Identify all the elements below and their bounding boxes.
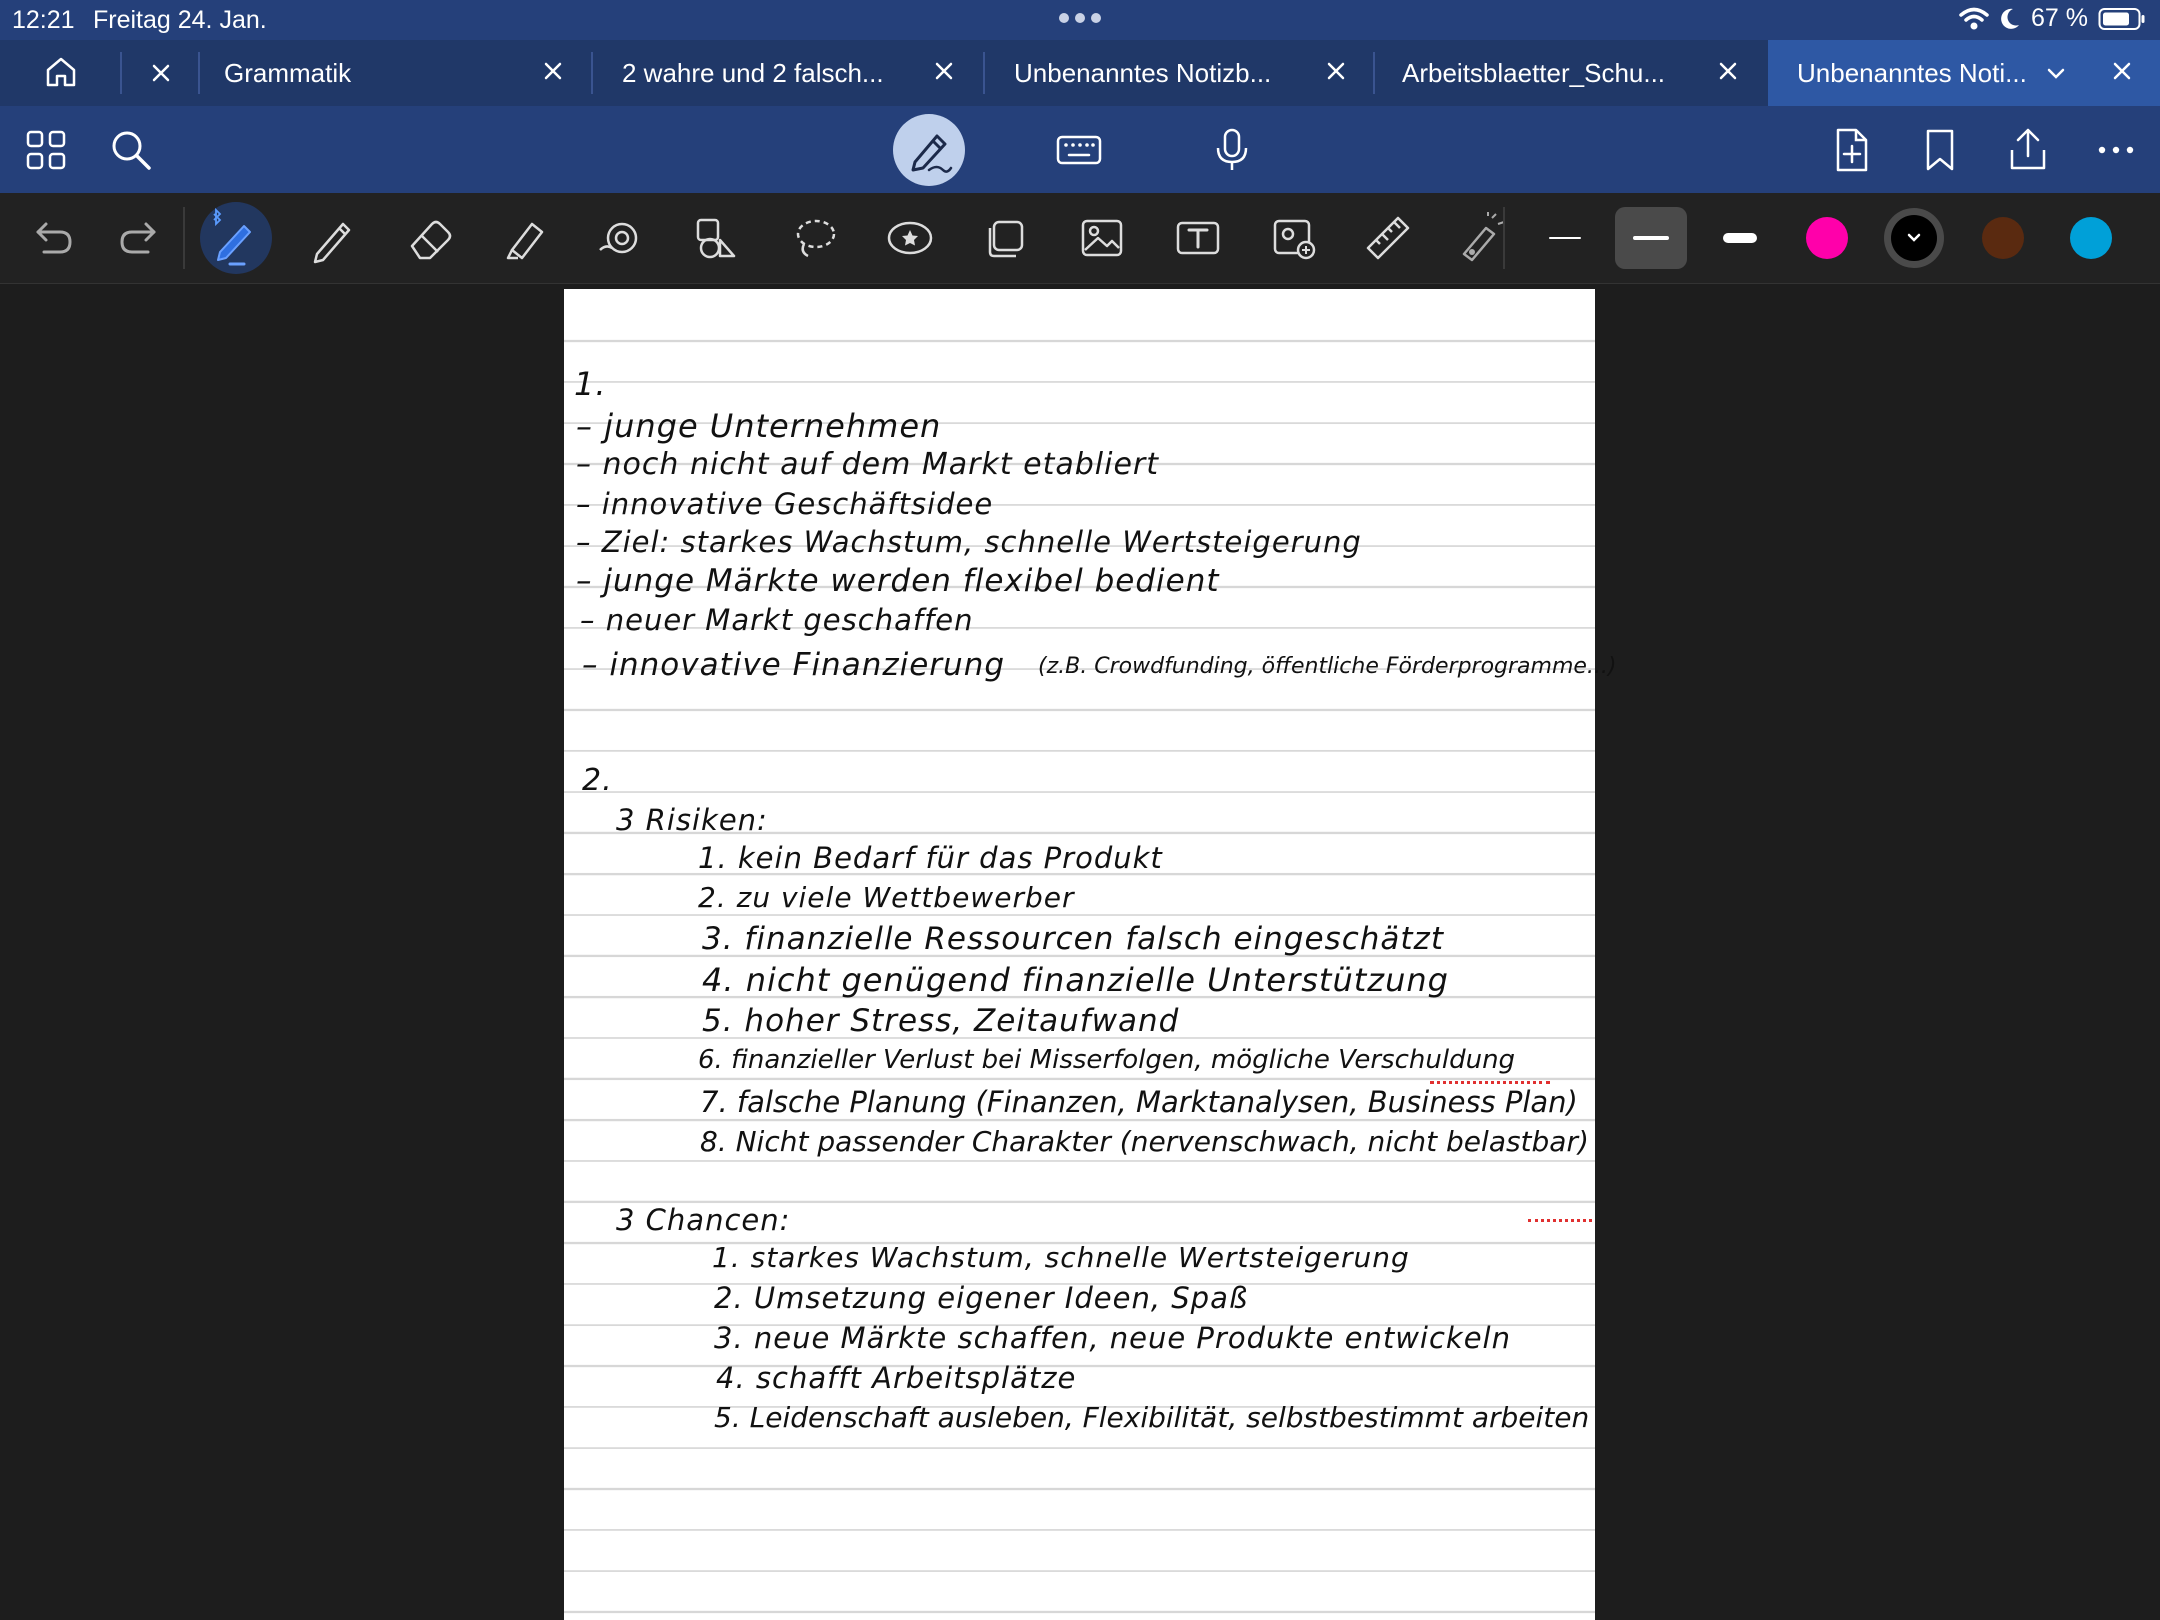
shapes-icon[interactable] [688, 210, 744, 266]
s1-line: – noch nicht auf dem Markt etabliert [576, 447, 1160, 482]
color-swatch-brown[interactable] [1982, 217, 2024, 259]
close-icon[interactable] [538, 56, 568, 86]
home-icon[interactable] [43, 54, 79, 90]
stroke-width-medium-selected[interactable] [1615, 207, 1687, 269]
s1-note: (z.B. Crowdfunding, öffentliche Förderprogramme...) [1038, 654, 1617, 679]
s1-line: – junge Märkte werden flexibel bedient [576, 563, 1220, 599]
risks-title: 3 Risiken: [616, 803, 768, 837]
keyboard-icon[interactable] [1055, 126, 1103, 174]
tab-label: Arbeitsblaetter_Schu... [1402, 58, 1666, 88]
more-icon[interactable] [2092, 126, 2140, 174]
stroke-width-thick[interactable] [1715, 217, 1765, 259]
tab-unbenanntes-1[interactable] [985, 40, 1375, 106]
shapes-lasso-icon[interactable] [592, 210, 648, 266]
sticker-icon[interactable] [882, 210, 938, 266]
s1-line: – junge Unternehmen [576, 407, 942, 445]
risk-item: 4. nicht genügend finanzielle Unterstützung [702, 961, 1449, 999]
close-icon[interactable] [1713, 56, 1743, 86]
section-number: 1. [574, 365, 607, 403]
camera-image-icon[interactable] [1266, 210, 1322, 266]
chance-item: 5. Leidenschaft ausleben, Flexibilität, selbstbestimmt arbeiten [714, 1401, 1590, 1434]
battery-percent: 67 % [2031, 4, 2088, 32]
divider [183, 207, 185, 269]
tab-grammatik[interactable] [200, 40, 590, 106]
chances-title: 3 Chancen: [616, 1203, 791, 1237]
tab-label: Grammatik [224, 58, 352, 88]
spellcheck-underline [1430, 1081, 1550, 1084]
eraser-icon[interactable] [402, 210, 458, 266]
risk-item: 2. zu viele Wettbewerber [698, 881, 1075, 914]
stroke-width-thin[interactable] [1540, 217, 1590, 259]
bookmark-icon[interactable] [1916, 126, 1964, 174]
image-icon[interactable] [1074, 210, 1130, 266]
highlighter-icon[interactable] [496, 210, 552, 266]
risk-item: 6. finanzieller Verlust bei Misserfolgen, mögliche Verschuldung [698, 1045, 1516, 1075]
text-box-icon[interactable] [1170, 210, 1226, 266]
color-swatch-black-selected[interactable] [1884, 208, 1944, 268]
close-icon[interactable] [929, 56, 959, 86]
redo-icon[interactable] [112, 210, 168, 266]
s1-line: – innovative Finanzierung [582, 647, 1006, 683]
chance-item: 4. schafft Arbeitsplätze [716, 1361, 1077, 1395]
pen-write-icon [893, 114, 965, 186]
chance-item: 3. neue Märkte schaffen, neue Produkte entwickeln [714, 1321, 1511, 1355]
risk-item: 1. kein Bedarf für das Produkt [698, 841, 1163, 875]
multitasking-dots-icon[interactable] [1057, 11, 1103, 25]
status-date: Freitag 24. Jan. [93, 6, 267, 34]
laser-pointer-icon[interactable] [1450, 210, 1506, 266]
battery-icon [2098, 7, 2146, 31]
top-toolbar [0, 106, 2160, 193]
tab-label: Unbenanntes Noti... [1797, 58, 2027, 88]
section-number: 2. [582, 763, 613, 798]
tab-unbenanntes-active[interactable] [1768, 40, 2160, 106]
s1-line: – Ziel: starkes Wachstum, schnelle Wertsteigerung [576, 525, 1362, 559]
risk-item: 3. finanzielle Ressourcen falsch eingeschätzt [702, 921, 1444, 957]
elements-icon[interactable] [978, 210, 1034, 266]
pen-tool-selected[interactable] [200, 202, 272, 274]
share-icon[interactable] [2004, 126, 2052, 174]
color-swatch-cyan[interactable] [2070, 217, 2112, 259]
pencil-icon[interactable] [305, 210, 361, 266]
tab-2-wahre[interactable] [593, 40, 983, 106]
tab-label: 2 wahre und 2 falsch... [622, 58, 884, 88]
close-icon[interactable] [2107, 56, 2137, 86]
handwriting-mode-button[interactable] [893, 114, 965, 186]
chance-item: 1. starkes Wachstum, schnelle Wertsteigerung [712, 1241, 1410, 1274]
add-page-icon[interactable] [1828, 126, 1876, 174]
wifi-icon [1959, 7, 1989, 31]
tab-arbeitsblaetter[interactable] [1375, 40, 1765, 106]
spellcheck-underline [1528, 1219, 1592, 1222]
risk-item: 8. Nicht passender Charakter (nervenschwach, nicht belastbar) [700, 1125, 1589, 1158]
moon-icon [1999, 7, 2021, 31]
s1-line: – neuer Markt geschaffen [580, 603, 974, 637]
status-bar [0, 0, 2160, 40]
undo-icon[interactable] [24, 210, 80, 266]
app-chrome [0, 0, 2160, 193]
color-swatch-pink[interactable] [1806, 217, 1848, 259]
close-icon[interactable] [146, 58, 176, 88]
risk-item: 5. hoher Stress, Zeitaufwand [702, 1003, 1180, 1039]
microphone-icon[interactable] [1208, 126, 1256, 174]
search-icon[interactable] [107, 126, 155, 174]
notebook-page[interactable] [564, 289, 1617, 1620]
s1-line: – innovative Geschäftsidee [576, 487, 994, 521]
lasso-icon[interactable] [786, 210, 842, 266]
divider [1503, 207, 1505, 269]
grid-view-icon[interactable] [22, 126, 70, 174]
bluetooth-pen-icon [200, 202, 272, 274]
risk-item: 7. falsche Planung (Finanzen, Marktanalysen, Business Plan) [700, 1085, 1578, 1119]
chevron-down-icon [1891, 215, 1937, 261]
tab-label: Unbenanntes Notizb... [1014, 58, 1272, 88]
chance-item: 2. Umsetzung eigener Ideen, Spaß [714, 1281, 1249, 1315]
ruler-icon[interactable] [1360, 210, 1416, 266]
close-icon[interactable] [1321, 56, 1351, 86]
pen-toolbar [0, 193, 2160, 284]
tab-bar [0, 40, 2160, 106]
chevron-down-icon[interactable] [2045, 62, 2067, 84]
status-time: 12:21 [12, 6, 75, 34]
